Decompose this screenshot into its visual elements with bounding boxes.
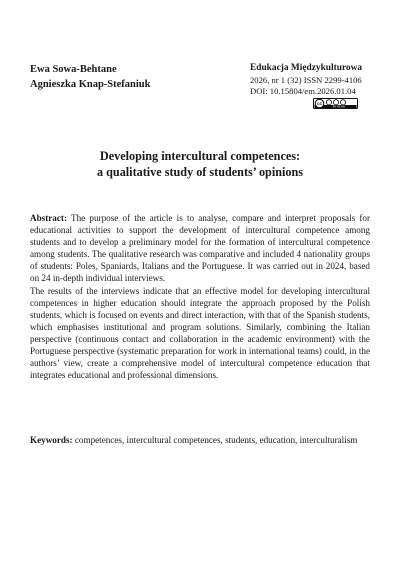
- author-name: Ewa Sowa-Behtane: [30, 64, 117, 75]
- title-line: Developing intercultural competences:: [99, 149, 301, 163]
- cc-license-icon[interactable]: [313, 98, 358, 109]
- keywords-section: [30, 434, 370, 446]
- title-line: a qualitative study of students’ opinions: [97, 164, 303, 179]
- abstract-label: Abstract:: [30, 213, 67, 223]
- abstract-text: The purpose of the article is to analyse, compare and interpret proposals for educational activities to support the development of intercultural competence among students and to develop a preliminary model for the formation of intercultural competence among students. The qualitative research was comparative and included 4 nationality groups of students: Poles, Spaniards, Italians and the Portuguese. It was carried out in 2024, based on 24 in-depth individual interviews.: [30, 213, 370, 284]
- author-name: Agnieszka Knap-Stefaniuk: [30, 78, 151, 90]
- author-list: [30, 63, 150, 92]
- abstract-paragraph: [30, 212, 370, 285]
- journal-info: [250, 63, 362, 98]
- journal-issue: 2026, nr 1 (32) ISSN 2299-4106: [250, 74, 362, 85]
- cc-terms: BY NC ND: [332, 105, 346, 109]
- journal-name: Edukacja Międzykulturowa: [250, 63, 363, 73]
- article-title: [0, 149, 400, 180]
- keywords-text: competences, intercultural competences, students, education, interculturalism: [72, 435, 358, 445]
- cc-mark: cc: [316, 101, 323, 107]
- keywords-label: Keywords:: [30, 435, 73, 445]
- abstract-section: [30, 212, 370, 381]
- abstract-paragraph: The results of the interviews indicate that an effective model for developing intercultural competences in higher education should integrate the approach proposed by the Polish students, which is focused on events and direct interaction, with that of the Spanish students, which emphasises institutional and program solutions. Similarly, combining the Italian perspective (continuous contact and collaboration in the academic environment) with the Portuguese perspective (systematic preparation for work in international teams) could, in the authors’ view, create a comprehensive model of intercultural competence education that integrates educational and professional dimensions.: [30, 285, 370, 381]
- journal-doi: DOI: 10.15804/em.2026.01.04: [250, 86, 356, 97]
